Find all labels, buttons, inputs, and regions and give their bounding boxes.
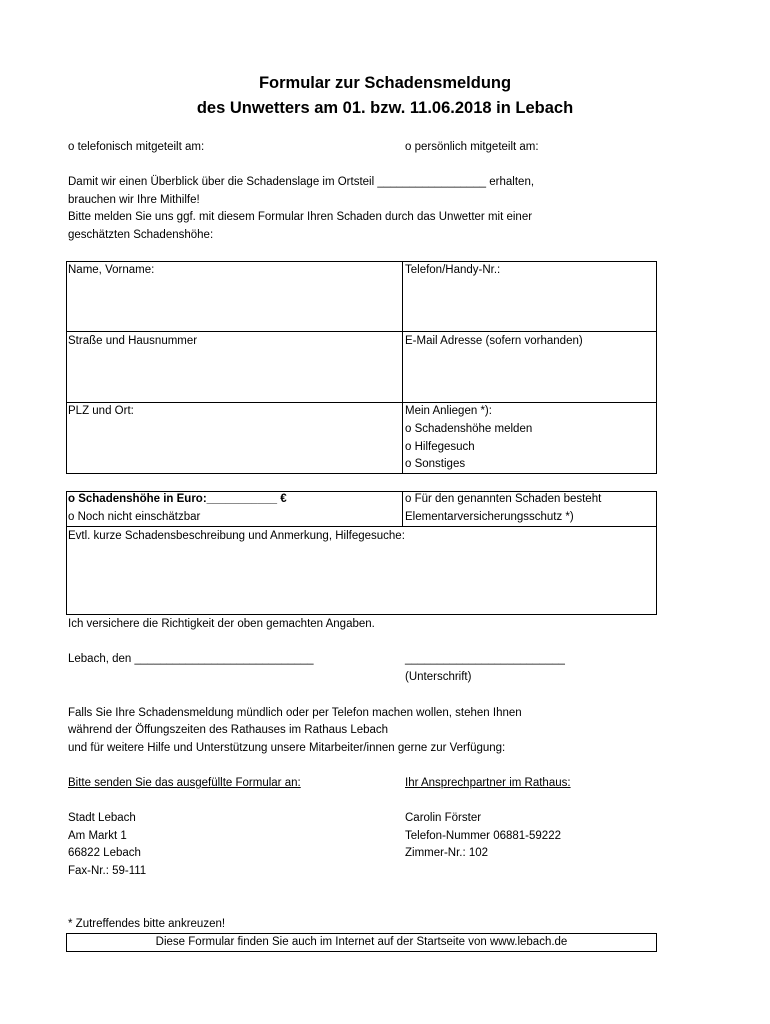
concern-option-other[interactable]: o Sonstiges <box>405 458 466 470</box>
footer-text: Diese Formular finden Sie auch im Internet auf der Startseite von www.lebach.de <box>155 936 568 948</box>
concern-option-help[interactable]: o Hilfegesuch <box>405 441 475 453</box>
concern-option-damage[interactable]: o Schadenshöhe melden <box>405 423 533 435</box>
page-subtitle: des Unwetters am 01. bzw. 11.06.2018 in Lebach <box>196 99 574 117</box>
zip-city-field[interactable]: PLZ und Ort: <box>68 405 134 417</box>
signature-label: (Unterschrift) <box>405 671 472 683</box>
contact-person-heading: Ihr Ansprechpartner im Rathaus: <box>405 777 571 789</box>
damage-divider <box>402 491 403 526</box>
info-line-1: Falls Sie Ihre Schadensmeldung mündlich oder per Telefon machen wollen, stehen Ihnen <box>68 707 522 719</box>
concern-title: Mein Anliegen *): <box>405 405 492 417</box>
personal-data-table <box>66 261 657 474</box>
intro-line-3: Bitte melden Sie uns ggf. mit diesem Formular Ihren Schaden durch das Unwetter mit einer <box>68 211 533 223</box>
email-field[interactable]: E-Mail Adresse (sofern vorhanden) <box>405 335 583 347</box>
option-phone[interactable]: o telefonisch mitgeteilt am: <box>68 141 205 153</box>
name-field[interactable]: Name, Vorname: <box>68 264 155 276</box>
intro-line-1: Damit wir einen Überblick über die Schadenslage im Ortsteil _________________ erhalten, <box>68 176 535 188</box>
signature-line[interactable]: _________________________ <box>405 653 565 665</box>
address-line: 66822 Lebach <box>68 847 141 859</box>
damage-not-estimable-option[interactable]: o Noch nicht einschätzbar <box>68 511 201 523</box>
footnote: * Zutreffendes bitte ankreuzen! <box>68 918 226 930</box>
address-line: Stadt Lebach <box>68 812 136 824</box>
address-line: Am Markt 1 <box>68 830 127 842</box>
contact-room: Zimmer-Nr.: 102 <box>405 847 489 859</box>
place-date-field[interactable]: Lebach, den ____________________________ <box>68 653 314 665</box>
damage-description-field[interactable]: Evtl. kurze Schadensbeschreibung und Anmerkung, Hilfegesuche: <box>68 530 405 542</box>
intro-line-2: brauchen wir Ihre Mithilfe! <box>68 194 200 206</box>
contact-name: Carolin Förster <box>405 812 482 824</box>
intro-line-4: geschätzten Schadenshöhe: <box>68 229 214 241</box>
phone-field[interactable]: Telefon/Handy-Nr.: <box>405 264 501 276</box>
info-line-3: und für weitere Hilfe und Unterstützung unsere Mitarbeiter/innen gerne zur Verfügung: <box>68 742 506 754</box>
footer-box <box>66 933 657 952</box>
contact-phone: Telefon-Nummer 06881-59222 <box>405 830 561 842</box>
fax-number: Fax-Nr.: 59-111 <box>68 865 147 877</box>
confirmation-text: Ich versichere die Richtigkeit der oben gemachten Angaben. <box>68 618 375 630</box>
table-row-divider <box>66 331 657 332</box>
insurance-option[interactable]: o Für den genannten Schaden besteht <box>405 493 602 505</box>
send-to-heading: Bitte senden Sie das ausgefüllte Formular an: <box>68 777 301 789</box>
insurance-option-line-2: Elementarversicherungsschutz *) <box>405 511 574 523</box>
table-divider <box>402 261 403 474</box>
info-line-2: während der Öffungszeiten des Rathauses im Rathaus Lebach <box>68 724 389 736</box>
street-field[interactable]: Straße und Hausnummer <box>68 335 198 347</box>
table-row-divider <box>66 402 657 403</box>
option-personal[interactable]: o persönlich mitgeteilt am: <box>405 141 539 153</box>
page-title: Formular zur Schadensmeldung <box>258 74 512 92</box>
damage-amount-option[interactable]: o Schadenshöhe in Euro:___________ € <box>68 493 287 505</box>
